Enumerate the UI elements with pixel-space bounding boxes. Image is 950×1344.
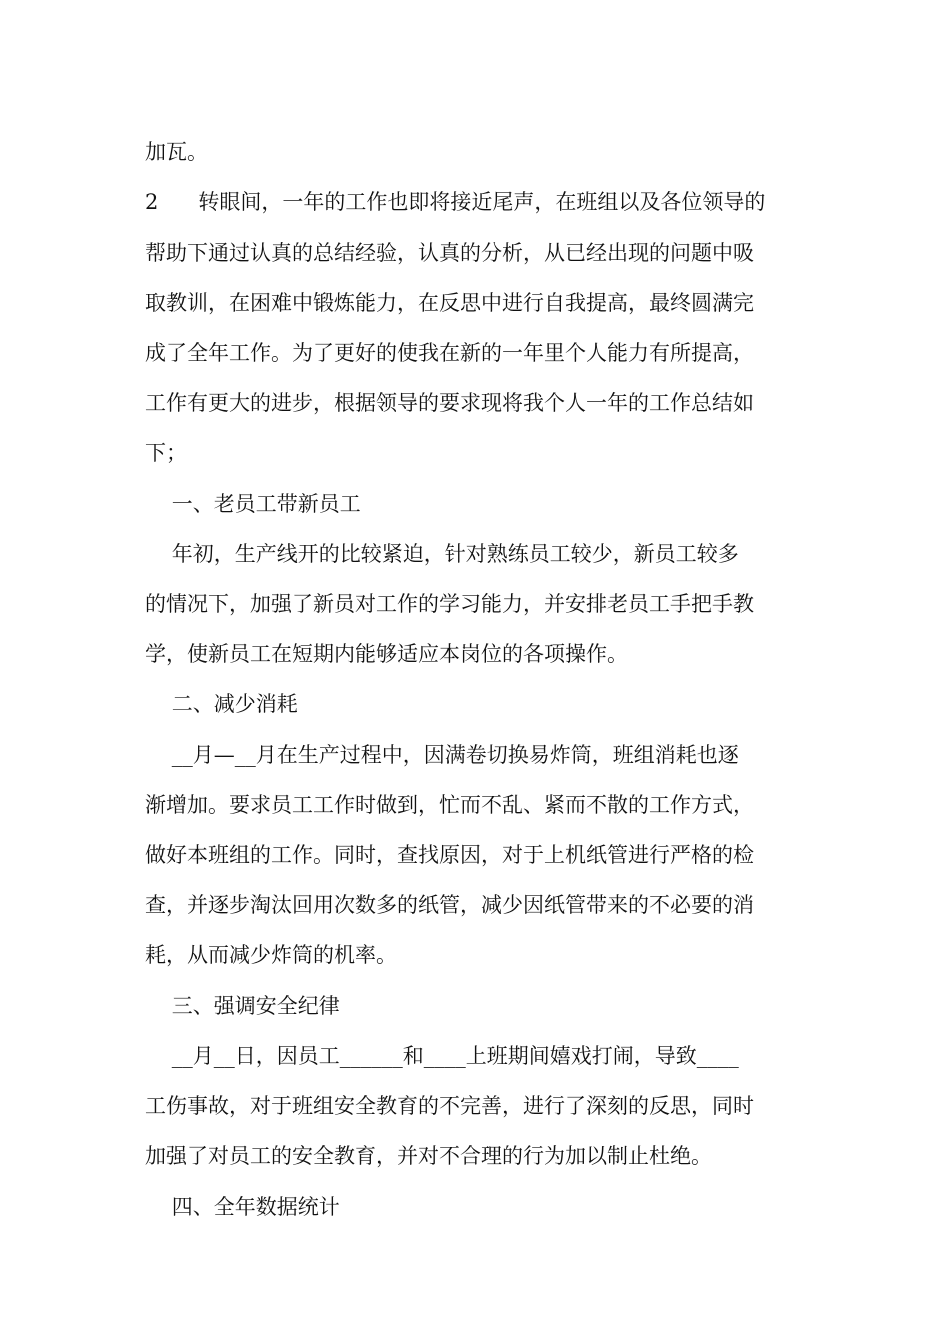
text-line: 取教训，在困难中锻炼能力，在反思中进行自我提高，最终圆满完 <box>145 291 754 315</box>
text-line: 加瓦。 <box>145 140 208 164</box>
text-line: 年初，生产线开的比较紧迫，针对熟练员工较少，新员工较多 <box>145 542 739 566</box>
section-heading: 一、老员工带新员工 <box>145 492 361 516</box>
text-line: 成了全年工作。为了更好的使我在新的一年里个人能力有所提高， <box>145 341 754 365</box>
text-line: 渐增加。要求员工工作时做到，忙而不乱、紧而不散的工作方式， <box>145 793 754 817</box>
section-heading: 三、强调安全纪律 <box>145 994 340 1018</box>
text-line: __月—__月在生产过程中，因满卷切换易炸筒，班组消耗也逐 <box>145 743 739 767</box>
section-heading: 四、全年数据统计 <box>145 1195 340 1219</box>
text-line: 帮助下通过认真的总结经验，认真的分析，从已经出现的问题中吸 <box>145 241 754 265</box>
section-heading: 二、减少消耗 <box>145 692 298 716</box>
text-line: 学，使新员工在短期内能够适应本岗位的各项操作。 <box>145 642 628 666</box>
text-line: 下； <box>145 441 187 465</box>
text-line: 工作有更大的进步，根据领导的要求现将我个人一年的工作总结如 <box>145 391 754 415</box>
text-line: 查，并逐步淘汰回用次数多的纸管，减少因纸管带来的不必要的消 <box>145 893 754 917</box>
text-line: 2 转眼间，一年的工作也即将接近尾声，在班组以及各位领导的 <box>145 190 766 214</box>
text-line: 工伤事故，对于班组安全教育的不完善，进行了深刻的反思，同时 <box>145 1094 754 1118</box>
text-line: __月__日，因员工______和____上班期间嬉戏打闹，导致____ <box>145 1044 739 1068</box>
text-line: 做好本班组的工作。同时，查找原因，对于上机纸管进行严格的检 <box>145 843 754 867</box>
text-line: 加强了对员工的安全教育，并对不合理的行为加以制止杜绝。 <box>145 1144 712 1168</box>
text-line: 的情况下，加强了新员对工作的学习能力，并安排老员工手把手教 <box>145 592 754 616</box>
text-line: 耗，从而减少炸筒的机率。 <box>145 943 397 967</box>
